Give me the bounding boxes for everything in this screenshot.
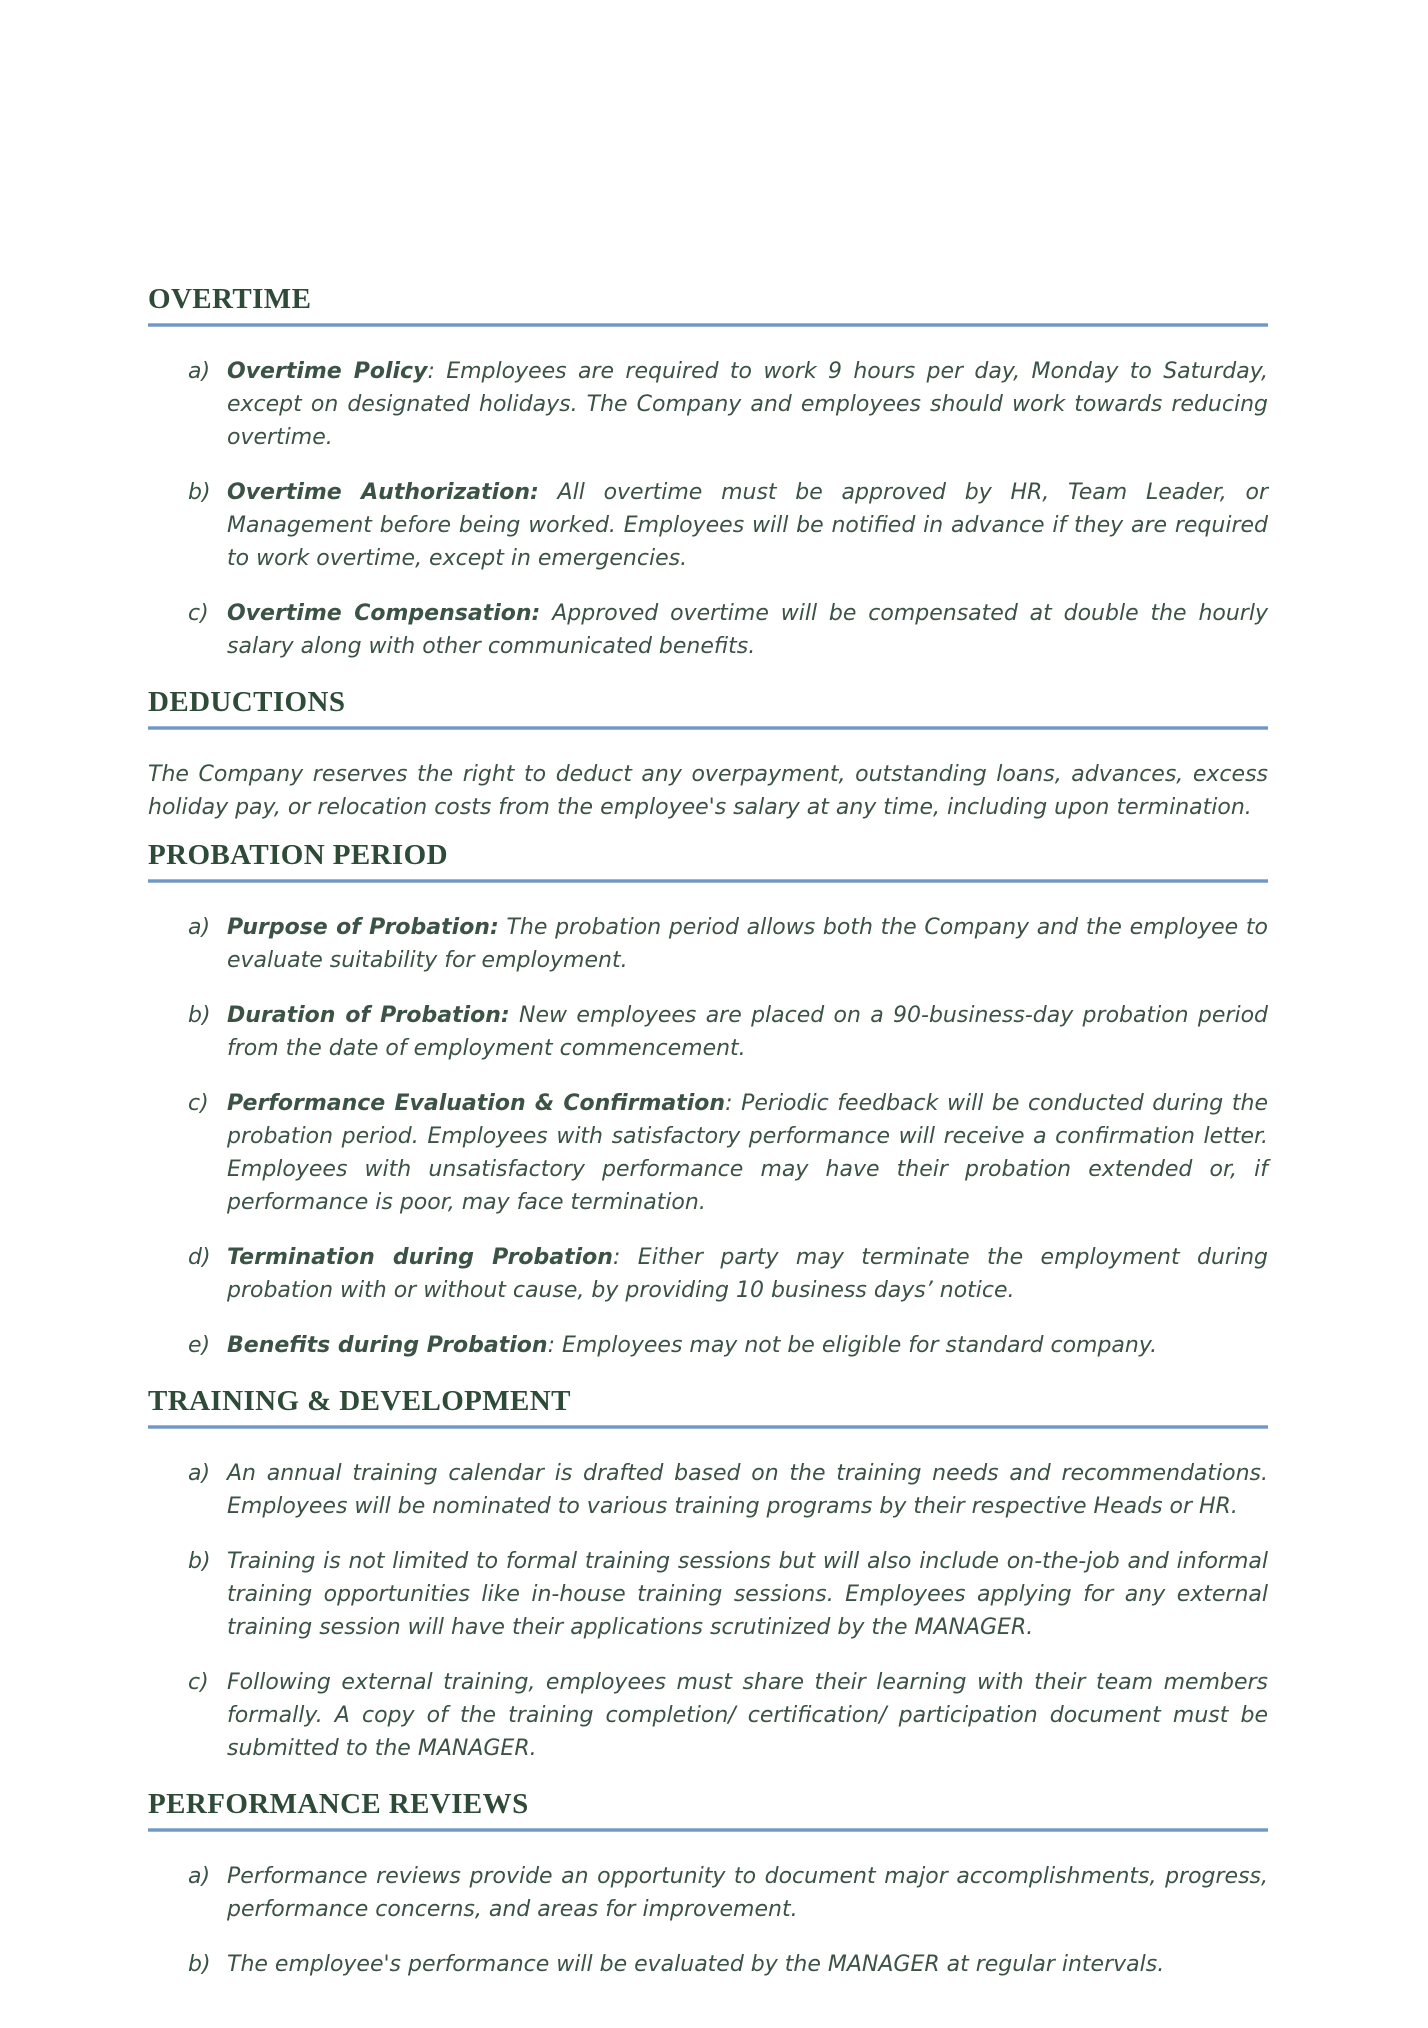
item-lead: Performance Evaluation & Confirmation: [227, 1091, 726, 1116]
item-text: [227, 1087, 1268, 1219]
item-lead: Termination during Probation: [227, 1245, 613, 1270]
list-item: [148, 1087, 1268, 1219]
item-body: Training is not limited to formal training sessions but will also include on-the-job and informal training opportunities like in-house training sessions. Employees applying for any external training session will have their applications scrutinized by the MANAGER.: [227, 1549, 1268, 1640]
heading-rule: [148, 879, 1268, 883]
item-text: [227, 1457, 1268, 1523]
item-body: An annual training calendar is drafted based on the training needs and recommendations. Employees will be nominated to various training programs by their respective Heads or HR.: [227, 1461, 1268, 1519]
item-lead: Overtime Compensation:: [227, 601, 541, 626]
item-text: [227, 1241, 1268, 1307]
list-item: [148, 1948, 1268, 1981]
section-heading: DEDUCTIONS: [148, 686, 346, 718]
section-heading: PERFORMANCE REVIEWS: [148, 1788, 529, 1820]
list-item: [148, 1545, 1268, 1644]
section-training-development: [148, 1384, 1268, 1765]
item-body: The employee's performance will be evaluated by the MANAGER at regular intervals.: [227, 1952, 1165, 1977]
item-text: [227, 999, 1268, 1065]
heading-rule: [148, 323, 1268, 327]
list-item: [148, 1457, 1268, 1523]
item-text: [227, 1545, 1268, 1644]
item-body: : Periodic feedback will be conducted during the probation period. Employees with satisfactory performance will receive a confirmation letter. Employees with unsatisfactory performance may have their probation extended or, if performance is poor, may face termination.: [227, 1091, 1268, 1215]
item-text: [227, 355, 1268, 454]
list-marker: c): [188, 601, 209, 626]
item-text: [227, 1948, 1268, 1981]
list-item: [148, 1241, 1268, 1307]
item-body: : Employees are required to work 9 hours per day, Monday to Saturday, except on designated holidays. The Company and employees should work towards reducing overtime.: [227, 359, 1268, 450]
item-body: Performance reviews provide an opportunity to document major accomplishments, progress, performance concerns, and areas for improvement.: [227, 1864, 1268, 1922]
list-marker: b): [188, 1952, 211, 1977]
item-body: : Either party may terminate the employment during probation with or without cause, by providing 10 business days’ notice.: [227, 1245, 1268, 1303]
list-item: [148, 1329, 1268, 1362]
item-lead: Duration of Probation:: [227, 1003, 510, 1028]
heading-rule: [148, 1828, 1268, 1832]
item-body: The probation period allows both the Company and the employee to evaluate suitability for employment.: [227, 915, 1268, 973]
list-marker: b): [188, 1003, 211, 1028]
list-item: [148, 999, 1268, 1065]
list-marker: a): [188, 1461, 211, 1486]
item-body: New employees are placed on a 90-business-day probation period from the date of employment commencement.: [227, 1003, 1269, 1061]
item-text: [227, 1666, 1268, 1765]
list-marker: c): [188, 1670, 209, 1695]
item-body: All overtime must be approved by HR, Team Leader, or Management before being worked. Employees will be notified in advance if they are required to work overtime, except in emergencies.: [227, 480, 1269, 571]
list-marker: c): [188, 1091, 209, 1116]
section-paragraph: The Company reserves the right to deduct any overpayment, outstanding loans, advances, excess holiday pay, or relocation costs from the employee's salary at any time, including upon termination.: [148, 762, 1268, 820]
list-marker: e): [188, 1333, 211, 1358]
section-heading: TRAINING & DEVELOPMENT: [148, 1385, 571, 1417]
item-lead: Overtime Policy: [227, 359, 428, 384]
list-marker: b): [188, 480, 211, 505]
section-heading: OVERTIME: [148, 283, 312, 315]
section-probation-period: [148, 838, 1268, 1362]
heading-rule: [148, 1425, 1268, 1429]
item-text: [227, 597, 1268, 663]
list-marker: a): [188, 359, 211, 384]
section-deductions: [148, 685, 1268, 824]
section-overtime: [148, 282, 1268, 663]
list-marker: d): [188, 1245, 211, 1270]
item-lead: Purpose of Probation:: [227, 915, 499, 940]
list-marker: a): [188, 1864, 211, 1889]
list-item: [148, 476, 1268, 575]
list-item: [148, 1666, 1268, 1765]
item-text: [227, 1329, 1268, 1362]
item-body: Approved overtime will be compensated at double the hourly salary along with other communicated benefits.: [227, 601, 1268, 659]
item-lead: Benefits during Probation: [227, 1333, 548, 1358]
item-text: [227, 1860, 1268, 1926]
item-text: [227, 911, 1268, 977]
list-item: [148, 597, 1268, 663]
item-lead: Overtime Authorization:: [227, 480, 539, 505]
list-item: [148, 355, 1268, 454]
item-body: : Employees may not be eligible for standard company.: [547, 1333, 1158, 1358]
list-marker: a): [188, 915, 211, 940]
item-text: [227, 476, 1268, 575]
list-marker: b): [188, 1549, 211, 1574]
heading-rule: [148, 726, 1268, 730]
list-item: [148, 1860, 1268, 1926]
section-heading: PROBATION PERIOD: [148, 839, 448, 871]
section-performance-reviews: [148, 1787, 1268, 1981]
list-item: [148, 911, 1268, 977]
item-body: Following external training, employees must share their learning with their team members formally. A copy of the training completion/ certification/ participation document must be submitted to the MANAGER.: [227, 1670, 1268, 1761]
